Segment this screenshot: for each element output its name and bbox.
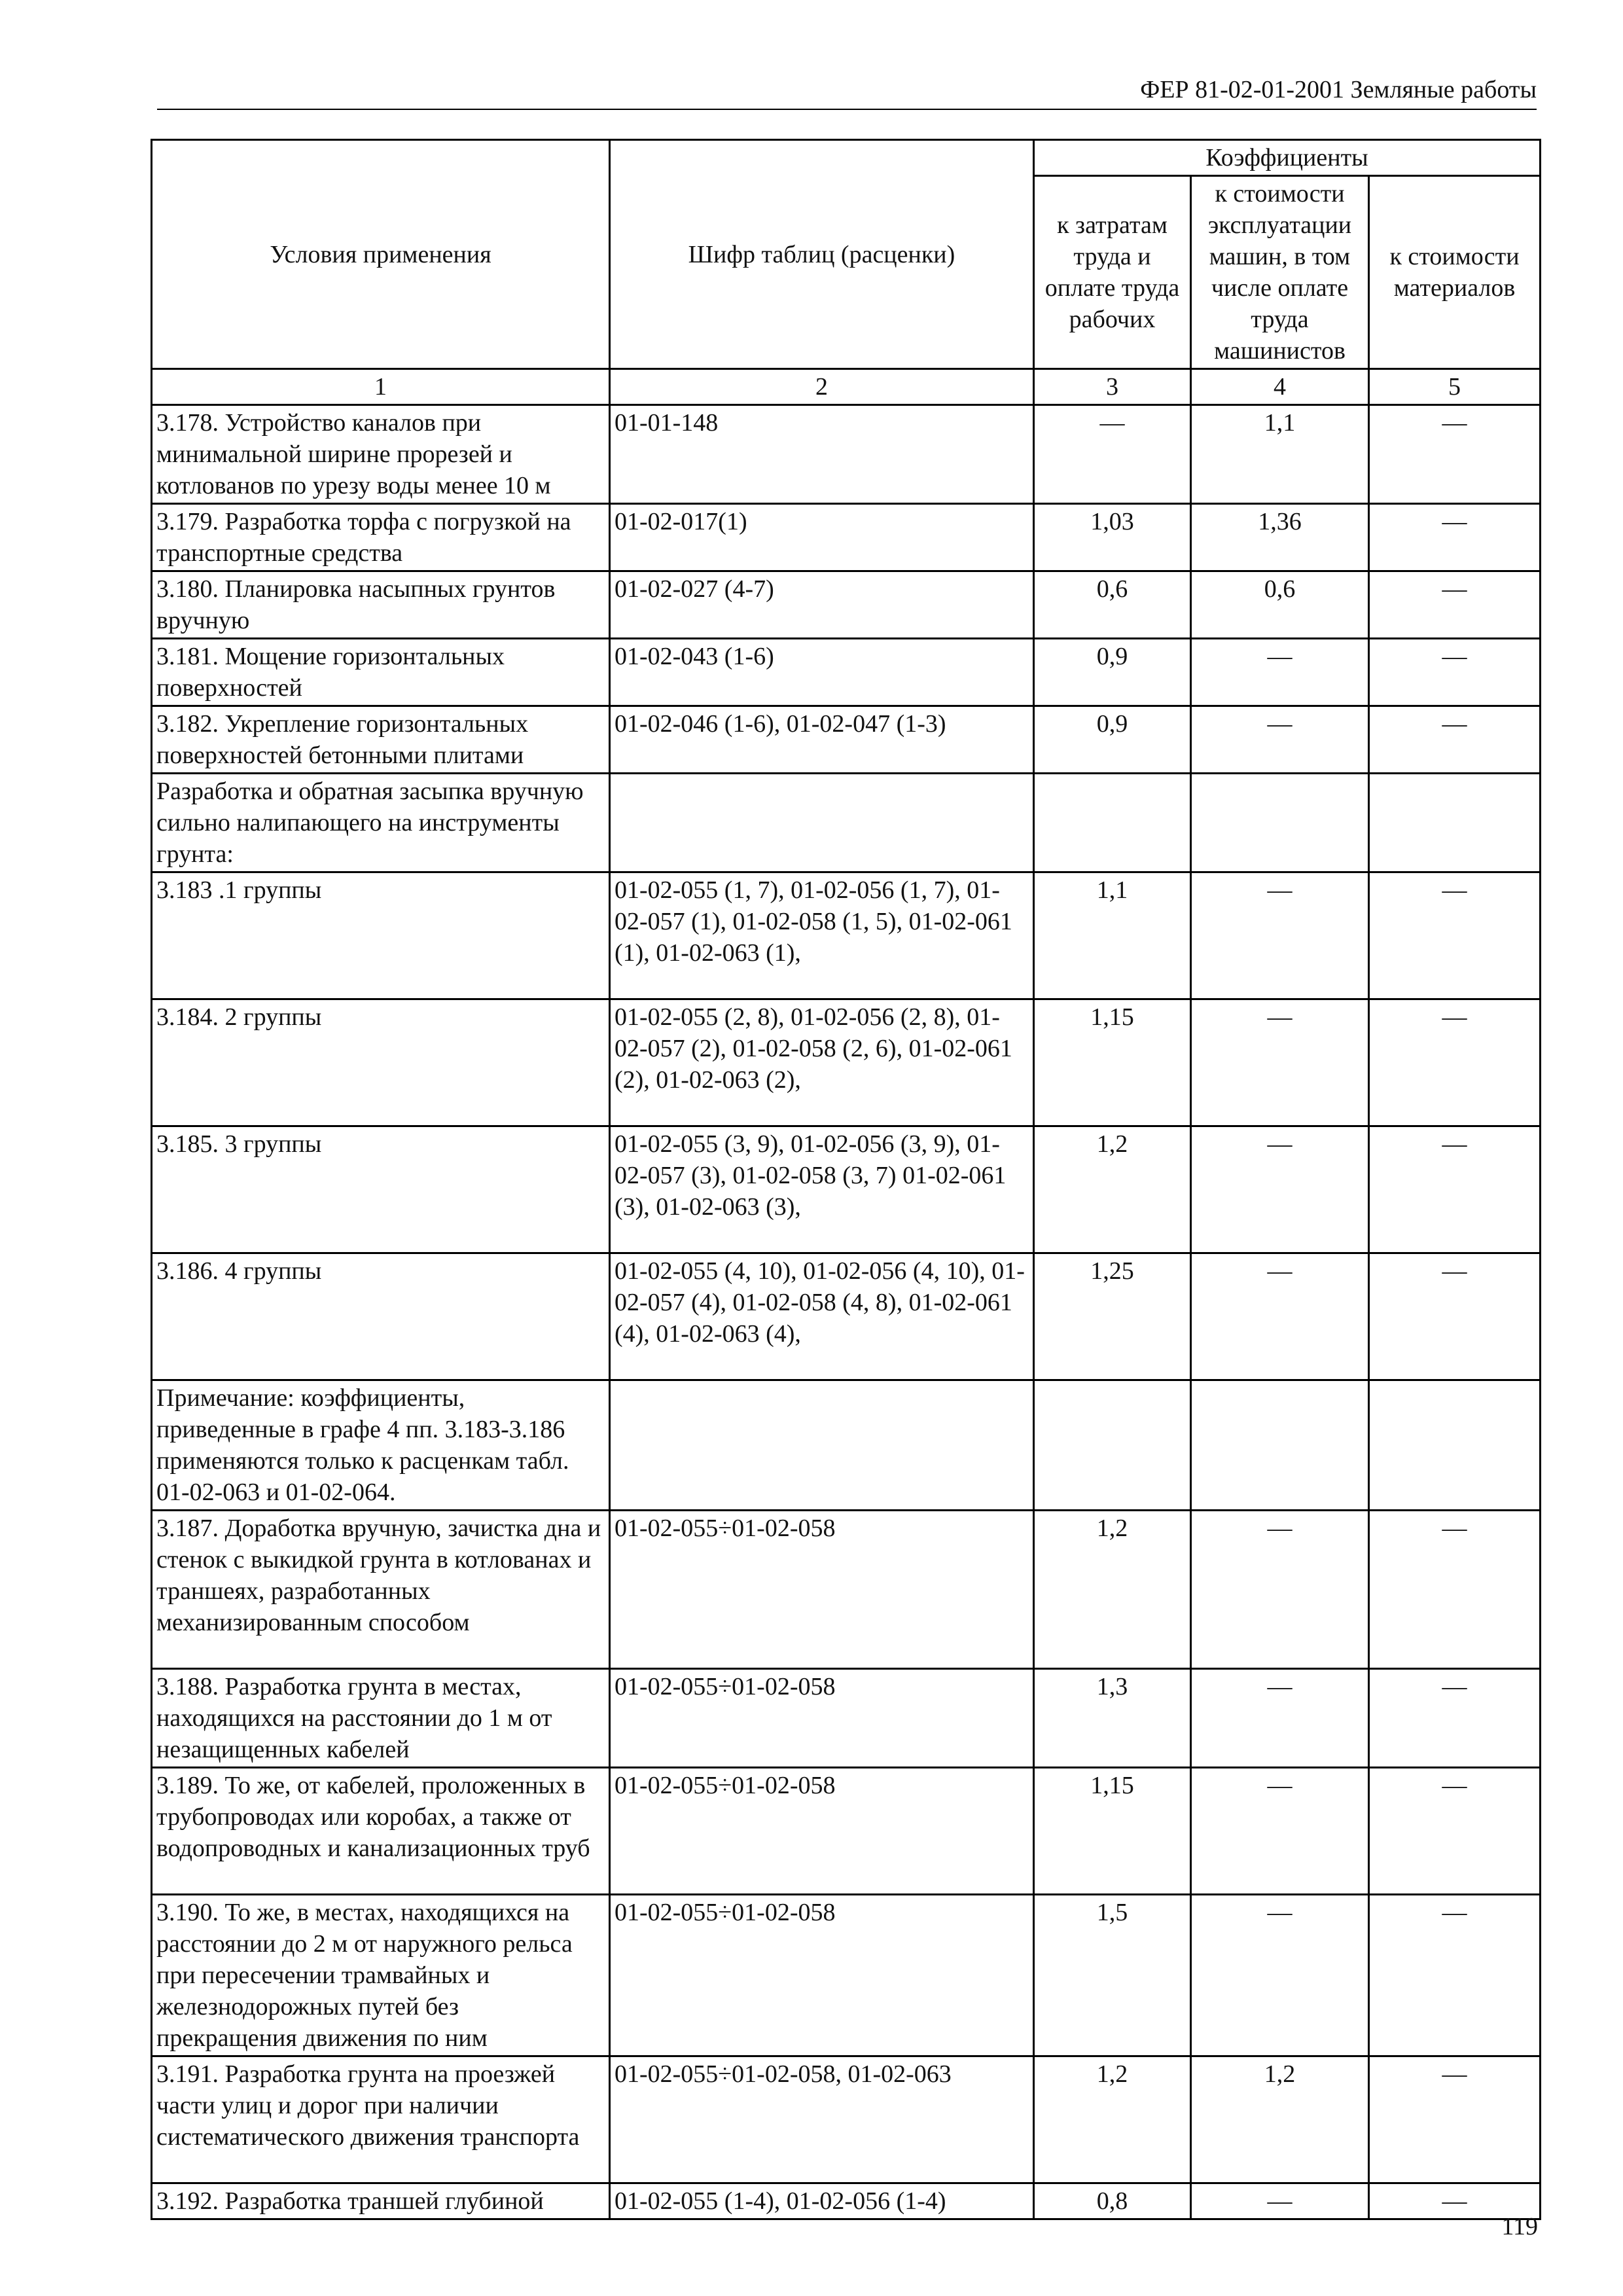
row-materials-coefficient: —	[1369, 1768, 1541, 1895]
row-condition: 3.180. Планировка насыпных грунтов вручную	[152, 571, 610, 639]
row-machines-coefficient: —	[1191, 1253, 1369, 1380]
row-materials-coefficient: —	[1369, 999, 1541, 1126]
row-machines-coefficient: 1,36	[1191, 504, 1369, 571]
row-code: 01-01-148	[610, 405, 1034, 504]
column-number-row	[152, 369, 1541, 405]
row-materials-coefficient: —	[1369, 2183, 1541, 2219]
row-labor-coefficient: 0,8	[1034, 2183, 1191, 2219]
row-labor-coefficient: 1,3	[1034, 1669, 1191, 1768]
row-materials-coefficient: —	[1369, 639, 1541, 706]
row-machines-coefficient: —	[1191, 1511, 1369, 1669]
row-labor-coefficient: 1,15	[1034, 999, 1191, 1126]
row-machines-coefficient: —	[1191, 639, 1369, 706]
row-materials-coefficient: —	[1369, 706, 1541, 774]
row-code: 01-02-017(1)	[610, 504, 1034, 571]
row-labor-coefficient: 1,2	[1034, 1126, 1191, 1253]
row-condition: 3.184. 2 группы	[152, 999, 610, 1126]
row-code: 01-02-055÷01-02-058	[610, 1669, 1034, 1768]
row-condition: Разработка и обратная засыпка вручную сильно налипающего на инструменты грунта:	[152, 774, 610, 872]
running-head: ФЕР 81-02-01-2001 Земляные работы	[157, 73, 1537, 110]
column-number: 1	[152, 369, 610, 405]
row-materials-coefficient: —	[1369, 1669, 1541, 1768]
row-machines-coefficient: —	[1191, 999, 1369, 1126]
row-code: 01-02-055÷01-02-058, 01-02-063	[610, 2056, 1034, 2183]
row-condition: 3.188. Разработка грунта в местах, находящихся на расстоянии до 1 м от незащищенных кабелей	[152, 1669, 610, 1768]
column-number: 2	[610, 369, 1034, 405]
row-code: 01-02-055 (1-4), 01-02-056 (1-4)	[610, 2183, 1034, 2219]
row-condition: Примечание: коэффициенты, приведенные в графе 4 пп. 3.183-3.186 применяются только к расценкам табл. 01-02-063 и 01-02-064.	[152, 1380, 610, 1511]
row-machines-coefficient: —	[1191, 2183, 1369, 2219]
column-number: 3	[1034, 369, 1191, 405]
table-row	[152, 1669, 1541, 1768]
row-code: 01-02-055÷01-02-058	[610, 1511, 1034, 1669]
row-code: 01-02-055 (1, 7), 01-02-056 (1, 7), 01-02-057 (1), 01-02-058 (1, 5), 01-02-061 (1), 01-02-063 (1),	[610, 872, 1034, 999]
coefficients-table	[151, 139, 1541, 2220]
row-code	[610, 1380, 1034, 1511]
row-code: 01-02-043 (1-6)	[610, 639, 1034, 706]
row-labor-coefficient	[1034, 774, 1191, 872]
row-labor-coefficient: 0,6	[1034, 571, 1191, 639]
table-row	[152, 571, 1541, 639]
row-condition: 3.185. 3 группы	[152, 1126, 610, 1253]
row-materials-coefficient: —	[1369, 504, 1541, 571]
row-materials-coefficient: —	[1369, 1511, 1541, 1669]
row-machines-coefficient	[1191, 1380, 1369, 1511]
row-machines-coefficient: —	[1191, 1126, 1369, 1253]
row-materials-coefficient: —	[1369, 405, 1541, 504]
row-code	[610, 774, 1034, 872]
row-labor-coefficient: 1,2	[1034, 2056, 1191, 2183]
table-row	[152, 2056, 1541, 2183]
row-code: 01-02-055÷01-02-058	[610, 1768, 1034, 1895]
header-machines: к стоимости эксплуатации машин, в том числе оплате труда машинистов	[1191, 176, 1369, 369]
row-condition: 3.181. Мощение горизонтальных поверхностей	[152, 639, 610, 706]
table-row	[152, 1511, 1541, 1669]
table-row	[152, 1126, 1541, 1253]
row-materials-coefficient: —	[1369, 1126, 1541, 1253]
row-labor-coefficient: 1,2	[1034, 1511, 1191, 1669]
row-materials-coefficient: —	[1369, 872, 1541, 999]
row-condition: 3.192. Разработка траншей глубиной	[152, 2183, 610, 2219]
row-materials-coefficient	[1369, 1380, 1541, 1511]
row-labor-coefficient	[1034, 1380, 1191, 1511]
row-code: 01-02-055 (2, 8), 01-02-056 (2, 8), 01-02-057 (2), 01-02-058 (2, 6), 01-02-061 (2), 01-02-063 (2),	[610, 999, 1034, 1126]
table-row	[152, 706, 1541, 774]
row-machines-coefficient: —	[1191, 872, 1369, 999]
header-labor: к затратам труда и оплате труда рабочих	[1034, 176, 1191, 369]
page-number: 119	[1501, 2213, 1538, 2240]
table-row	[152, 1895, 1541, 2056]
row-machines-coefficient: 1,1	[1191, 405, 1369, 504]
row-code: 01-02-046 (1-6), 01-02-047 (1-3)	[610, 706, 1034, 774]
row-materials-coefficient: —	[1369, 571, 1541, 639]
row-machines-coefficient	[1191, 774, 1369, 872]
header-conditions: Условия применения	[152, 140, 610, 369]
row-code: 01-02-055 (3, 9), 01-02-056 (3, 9), 01-02-057 (3), 01-02-058 (3, 7) 01-02-061 (3), 01-02-063 (3),	[610, 1126, 1034, 1253]
row-condition: 3.191. Разработка грунта на проезжей части улиц и дорог при наличии систематического движения транспорта	[152, 2056, 610, 2183]
header-code: Шифр таблиц (расценки)	[610, 140, 1034, 369]
row-condition: 3.178. Устройство каналов при минимальной ширине прорезей и котлованов по урезу воды менее 10 м	[152, 405, 610, 504]
table-row	[152, 1380, 1541, 1511]
row-labor-coefficient: 1,25	[1034, 1253, 1191, 1380]
table-row	[152, 2183, 1541, 2219]
row-code: 01-02-027 (4-7)	[610, 571, 1034, 639]
row-labor-coefficient: 0,9	[1034, 706, 1191, 774]
row-condition: 3.182. Укрепление горизонтальных поверхностей бетонными плитами	[152, 706, 610, 774]
row-materials-coefficient: —	[1369, 1895, 1541, 2056]
table-row	[152, 1253, 1541, 1380]
table-row	[152, 1768, 1541, 1895]
row-condition: 3.183 .1 группы	[152, 872, 610, 999]
row-condition: 3.179. Разработка торфа с погрузкой на транспортные средства	[152, 504, 610, 571]
row-materials-coefficient: —	[1369, 1253, 1541, 1380]
header-coefficients-group: Коэффициенты	[1034, 140, 1541, 176]
row-machines-coefficient: —	[1191, 1669, 1369, 1768]
row-condition: 3.189. То же, от кабелей, проложенных в трубопроводах или коробах, а также от водопроводных и канализационных труб	[152, 1768, 610, 1895]
column-number: 4	[1191, 369, 1369, 405]
row-machines-coefficient: 0,6	[1191, 571, 1369, 639]
table-row	[152, 999, 1541, 1126]
row-materials-coefficient	[1369, 774, 1541, 872]
table-row	[152, 872, 1541, 999]
row-labor-coefficient: 0,9	[1034, 639, 1191, 706]
row-labor-coefficient: 1,15	[1034, 1768, 1191, 1895]
row-machines-coefficient: —	[1191, 1895, 1369, 2056]
table-row	[152, 639, 1541, 706]
table-row	[152, 405, 1541, 504]
row-labor-coefficient: 1,5	[1034, 1895, 1191, 2056]
row-machines-coefficient: —	[1191, 1768, 1369, 1895]
table-row	[152, 504, 1541, 571]
row-machines-coefficient: 1,2	[1191, 2056, 1369, 2183]
row-labor-coefficient: —	[1034, 405, 1191, 504]
row-code: 01-02-055 (4, 10), 01-02-056 (4, 10), 01-02-057 (4), 01-02-058 (4, 8), 01-02-061 (4), 01-02-063 (4),	[610, 1253, 1034, 1380]
row-labor-coefficient: 1,03	[1034, 504, 1191, 571]
row-materials-coefficient: —	[1369, 2056, 1541, 2183]
row-machines-coefficient: —	[1191, 706, 1369, 774]
header-materials: к стоимости материалов	[1369, 176, 1541, 369]
row-condition: 3.187. Доработка вручную, зачистка дна и стенок с выкидкой грунта в котлованах и траншеях, разработанных механизированным способом	[152, 1511, 610, 1669]
row-labor-coefficient: 1,1	[1034, 872, 1191, 999]
column-number: 5	[1369, 369, 1541, 405]
table-row	[152, 774, 1541, 872]
row-condition: 3.190. То же, в местах, находящихся на расстоянии до 2 м от наружного рельса при пересечении трамвайных и железнодорожных путей без прекращения движения по ним	[152, 1895, 610, 2056]
row-code: 01-02-055÷01-02-058	[610, 1895, 1034, 2056]
row-condition: 3.186. 4 группы	[152, 1253, 610, 1380]
